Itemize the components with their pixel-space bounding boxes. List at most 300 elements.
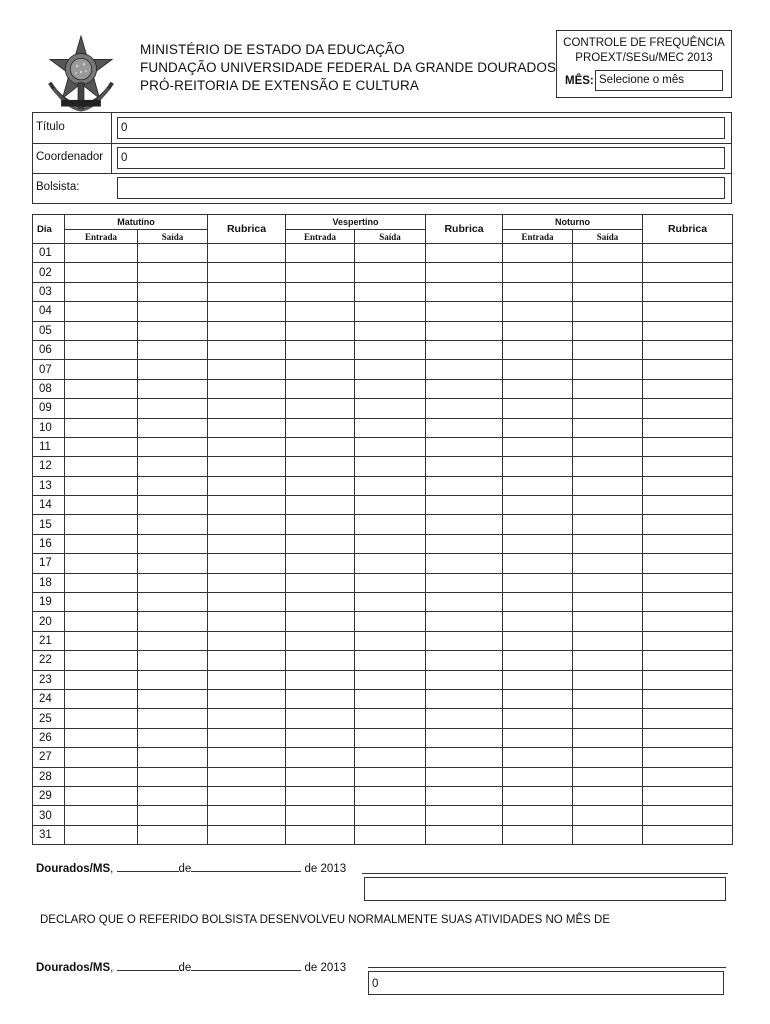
attendance-cell[interactable] [208,689,286,708]
attendance-cell[interactable] [208,651,286,670]
attendance-cell[interactable] [65,302,138,321]
attendance-cell[interactable] [426,282,503,301]
attendance-cell[interactable] [573,612,643,631]
attendance-cell[interactable] [138,806,208,825]
attendance-cell[interactable] [355,748,426,767]
attendance-cell[interactable] [503,786,573,805]
attendance-cell[interactable] [138,554,208,573]
attendance-cell[interactable] [573,670,643,689]
attendance-cell[interactable] [355,573,426,592]
coordenador-field[interactable]: 0 [117,147,725,169]
attendance-cell[interactable] [286,786,355,805]
attendance-cell[interactable] [286,554,355,573]
attendance-cell[interactable] [426,399,503,418]
signature-field-2[interactable]: 0 [368,971,724,995]
attendance-cell[interactable] [426,360,503,379]
attendance-cell[interactable] [503,282,573,301]
attendance-cell[interactable] [138,379,208,398]
attendance-cell[interactable] [426,689,503,708]
attendance-cell[interactable] [503,437,573,456]
attendance-cell[interactable] [426,321,503,340]
attendance-cell[interactable] [138,476,208,495]
attendance-cell[interactable] [138,670,208,689]
attendance-cell[interactable] [573,689,643,708]
info-block [32,112,732,204]
attendance-cell[interactable] [286,767,355,786]
day-blank[interactable] [117,861,179,872]
attendance-cell[interactable] [138,593,208,612]
attendance-cell[interactable] [355,282,426,301]
attendance-cell[interactable] [643,825,733,844]
attendance-cell[interactable] [573,457,643,476]
attendance-cell[interactable] [355,263,426,282]
attendance-cell[interactable] [138,631,208,650]
attendance-cell[interactable] [286,476,355,495]
attendance-cell[interactable] [65,593,138,612]
attendance-cell[interactable] [573,515,643,534]
attendance-cell[interactable] [643,573,733,592]
attendance-cell[interactable] [208,670,286,689]
attendance-cell[interactable] [573,244,643,263]
attendance-cell[interactable] [573,748,643,767]
attendance-cell[interactable] [138,515,208,534]
attendance-cell[interactable] [65,437,138,456]
attendance-cell[interactable] [426,670,503,689]
attendance-cell[interactable] [503,554,573,573]
attendance-cell[interactable] [643,399,733,418]
attendance-cell[interactable] [355,360,426,379]
attendance-cell[interactable] [426,806,503,825]
attendance-cell[interactable] [643,360,733,379]
attendance-cell[interactable] [208,340,286,359]
attendance-cell[interactable] [426,767,503,786]
attendance-cell[interactable] [208,786,286,805]
attendance-cell[interactable] [208,418,286,437]
attendance-cell[interactable] [503,709,573,728]
attendance-cell[interactable] [65,496,138,515]
table-row [33,360,733,379]
attendance-cell[interactable] [286,399,355,418]
attendance-cell[interactable] [426,340,503,359]
day-blank[interactable] [117,960,179,971]
attendance-cell[interactable] [138,573,208,592]
attendance-cell[interactable] [208,748,286,767]
attendance-cell[interactable] [208,360,286,379]
attendance-cell[interactable] [286,340,355,359]
attendance-cell[interactable] [208,593,286,612]
attendance-cell[interactable] [355,631,426,650]
control-subtitle: PROEXT/SESu/MEC 2013 [575,52,713,64]
attendance-cell[interactable] [138,399,208,418]
attendance-cell[interactable] [138,321,208,340]
attendance-cell[interactable] [355,728,426,747]
attendance-cell[interactable] [286,728,355,747]
attendance-cell[interactable] [65,689,138,708]
attendance-cell[interactable] [355,825,426,844]
bolsista-field[interactable] [117,177,725,199]
month-blank[interactable] [191,960,301,971]
attendance-cell[interactable] [65,457,138,476]
attendance-cell[interactable] [286,379,355,398]
attendance-cell[interactable] [208,825,286,844]
attendance-cell[interactable] [503,573,573,592]
attendance-cell[interactable] [503,806,573,825]
attendance-cell[interactable] [426,515,503,534]
attendance-cell[interactable] [503,476,573,495]
attendance-cell[interactable] [65,728,138,747]
attendance-cell[interactable] [65,418,138,437]
attendance-cell[interactable] [573,806,643,825]
noturno-header: Noturno [503,215,643,230]
attendance-cell[interactable] [503,457,573,476]
attendance-cell[interactable] [138,437,208,456]
attendance-cell[interactable] [426,263,503,282]
attendance-cell[interactable] [503,496,573,515]
attendance-cell[interactable] [643,689,733,708]
attendance-cell[interactable] [138,244,208,263]
attendance-cell[interactable] [65,244,138,263]
attendance-cell[interactable] [208,457,286,476]
attendance-cell[interactable] [503,418,573,437]
attendance-cell[interactable] [355,767,426,786]
attendance-cell[interactable] [286,515,355,534]
attendance-cell[interactable] [286,806,355,825]
attendance-cell[interactable] [573,340,643,359]
attendance-cell[interactable] [286,302,355,321]
attendance-cell[interactable] [426,302,503,321]
attendance-cell[interactable] [286,651,355,670]
attendance-cell[interactable] [138,534,208,553]
day-number: 02 [33,263,65,282]
attendance-cell[interactable] [65,554,138,573]
attendance-cell[interactable] [65,340,138,359]
attendance-cell[interactable] [643,340,733,359]
attendance-cell[interactable] [573,379,643,398]
attendance-cell[interactable] [355,496,426,515]
attendance-cell[interactable] [426,709,503,728]
attendance-cell[interactable] [503,302,573,321]
attendance-cell[interactable] [208,767,286,786]
attendance-cell[interactable] [503,612,573,631]
attendance-cell[interactable] [286,670,355,689]
attendance-cell[interactable] [426,496,503,515]
attendance-cell[interactable] [286,709,355,728]
attendance-cell[interactable] [286,825,355,844]
attendance-cell[interactable] [426,418,503,437]
attendance-cell[interactable] [643,767,733,786]
attendance-cell[interactable] [208,476,286,495]
attendance-cell[interactable] [503,593,573,612]
attendance-cell[interactable] [138,825,208,844]
day-number: 30 [33,806,65,825]
attendance-cell[interactable] [208,709,286,728]
attendance-cell[interactable] [643,554,733,573]
attendance-cell[interactable] [503,360,573,379]
attendance-cell[interactable] [208,631,286,650]
attendance-cell[interactable] [355,593,426,612]
attendance-cell[interactable] [208,515,286,534]
attendance-cell[interactable] [643,457,733,476]
attendance-cell[interactable] [65,806,138,825]
attendance-cell[interactable] [426,786,503,805]
attendance-cell[interactable] [426,573,503,592]
table-row [33,651,733,670]
attendance-cell[interactable] [643,321,733,340]
attendance-cell[interactable] [426,593,503,612]
attendance-cell[interactable] [355,244,426,263]
attendance-cell[interactable] [426,534,503,553]
attendance-cell[interactable] [573,573,643,592]
attendance-cell[interactable] [286,457,355,476]
attendance-cell[interactable] [208,321,286,340]
signature-field-1[interactable] [364,877,726,901]
attendance-cell[interactable] [573,476,643,495]
attendance-cell[interactable] [208,806,286,825]
attendance-cell[interactable] [503,631,573,650]
attendance-cell[interactable] [643,631,733,650]
attendance-cell[interactable] [573,399,643,418]
declaration-text: DECLARO QUE O REFERIDO BOLSISTA DESENVOLVEU NORMALMENTE SUAS ATIVIDADES NO MÊS DE [40,914,611,926]
attendance-cell[interactable] [503,689,573,708]
attendance-cell[interactable] [208,496,286,515]
attendance-cell[interactable] [355,709,426,728]
attendance-cell[interactable] [138,360,208,379]
attendance-cell[interactable] [573,825,643,844]
attendance-cell[interactable] [573,321,643,340]
attendance-cell[interactable] [426,825,503,844]
attendance-cell[interactable] [426,728,503,747]
attendance-cell[interactable] [65,767,138,786]
attendance-cell[interactable] [138,689,208,708]
attendance-cell[interactable] [573,302,643,321]
attendance-cell[interactable] [138,302,208,321]
attendance-cell[interactable] [643,806,733,825]
attendance-cell[interactable] [426,379,503,398]
attendance-cell[interactable] [65,515,138,534]
attendance-cell[interactable] [286,263,355,282]
attendance-cell[interactable] [286,496,355,515]
attendance-cell[interactable] [643,786,733,805]
attendance-cell[interactable] [138,709,208,728]
attendance-cell[interactable] [138,340,208,359]
attendance-cell[interactable] [503,728,573,747]
attendance-cell[interactable] [573,767,643,786]
attendance-cell[interactable] [65,612,138,631]
attendance-cell[interactable] [573,631,643,650]
attendance-cell[interactable] [286,360,355,379]
attendance-cell[interactable] [65,709,138,728]
attendance-cell[interactable] [138,418,208,437]
attendance-cell[interactable] [503,399,573,418]
attendance-cell[interactable] [573,437,643,456]
year-label: de 2013 [304,962,347,974]
attendance-cell[interactable] [65,282,138,301]
attendance-cell[interactable] [286,437,355,456]
attendance-cell[interactable] [286,418,355,437]
attendance-cell[interactable] [65,476,138,495]
attendance-cell[interactable] [643,244,733,263]
attendance-cell[interactable] [503,534,573,553]
attendance-cell[interactable] [355,689,426,708]
attendance-cell[interactable] [643,612,733,631]
attendance-cell[interactable] [208,554,286,573]
attendance-cell[interactable] [503,670,573,689]
attendance-cell[interactable] [65,263,138,282]
attendance-cell[interactable] [286,748,355,767]
attendance-cell[interactable] [208,379,286,398]
attendance-cell[interactable] [65,786,138,805]
attendance-cell[interactable] [573,554,643,573]
attendance-cell[interactable] [643,379,733,398]
attendance-cell[interactable] [503,515,573,534]
attendance-cell[interactable] [573,651,643,670]
attendance-cell[interactable] [138,748,208,767]
attendance-cell[interactable] [65,379,138,398]
attendance-cell[interactable] [65,573,138,592]
attendance-cell[interactable] [138,496,208,515]
attendance-cell[interactable] [286,573,355,592]
attendance-cell[interactable] [426,612,503,631]
attendance-cell[interactable] [643,534,733,553]
attendance-cell[interactable] [426,437,503,456]
attendance-cell[interactable] [426,457,503,476]
attendance-cell[interactable] [503,340,573,359]
attendance-cell[interactable] [138,651,208,670]
attendance-cell[interactable] [65,360,138,379]
attendance-cell[interactable] [643,302,733,321]
attendance-cell[interactable] [355,534,426,553]
attendance-cell[interactable] [355,457,426,476]
month-blank[interactable] [191,861,301,872]
attendance-cell[interactable] [138,263,208,282]
month-select[interactable]: Selecione o mês [595,70,723,91]
attendance-cell[interactable] [65,670,138,689]
attendance-cell[interactable] [573,263,643,282]
attendance-cell[interactable] [643,709,733,728]
attendance-cell[interactable] [355,670,426,689]
attendance-cell[interactable] [643,515,733,534]
attendance-cell[interactable] [573,593,643,612]
attendance-cell[interactable] [355,806,426,825]
attendance-cell[interactable] [208,244,286,263]
attendance-cell[interactable] [208,534,286,553]
attendance-cell[interactable] [355,612,426,631]
bolsista-row [33,173,731,203]
attendance-cell[interactable] [503,767,573,786]
attendance-cell[interactable] [643,748,733,767]
attendance-cell[interactable] [355,340,426,359]
attendance-cell[interactable] [643,496,733,515]
attendance-cell[interactable] [503,651,573,670]
attendance-cell[interactable] [65,631,138,650]
attendance-cell[interactable] [65,534,138,553]
attendance-cell[interactable] [138,457,208,476]
attendance-cell[interactable] [503,263,573,282]
attendance-cell[interactable] [355,515,426,534]
attendance-cell[interactable] [286,282,355,301]
attendance-cell[interactable] [138,767,208,786]
attendance-cell[interactable] [643,282,733,301]
attendance-cell[interactable] [426,748,503,767]
attendance-cell[interactable] [65,399,138,418]
attendance-cell[interactable] [138,282,208,301]
attendance-cell[interactable] [355,786,426,805]
attendance-cell[interactable] [65,825,138,844]
attendance-cell[interactable] [208,399,286,418]
attendance-cell[interactable] [643,651,733,670]
attendance-cell[interactable] [503,748,573,767]
attendance-cell[interactable] [643,437,733,456]
attendance-cell[interactable] [286,244,355,263]
attendance-cell[interactable] [355,437,426,456]
attendance-cell[interactable] [573,282,643,301]
attendance-cell[interactable] [65,321,138,340]
attendance-cell[interactable] [286,631,355,650]
attendance-cell[interactable] [426,554,503,573]
attendance-cell[interactable] [355,476,426,495]
attendance-cell[interactable] [573,418,643,437]
attendance-cell[interactable] [573,728,643,747]
attendance-cell[interactable] [426,651,503,670]
attendance-cell[interactable] [643,476,733,495]
attendance-cell[interactable] [573,709,643,728]
attendance-cell[interactable] [355,418,426,437]
attendance-cell[interactable] [355,321,426,340]
attendance-cell[interactable] [208,728,286,747]
attendance-cell[interactable] [208,573,286,592]
table-row [33,534,733,553]
attendance-cell[interactable] [643,593,733,612]
attendance-cell[interactable] [643,263,733,282]
attendance-cell[interactable] [208,263,286,282]
attendance-cell[interactable] [355,379,426,398]
attendance-cell[interactable] [643,418,733,437]
attendance-cell[interactable] [286,321,355,340]
attendance-cell[interactable] [426,244,503,263]
attendance-cell[interactable] [138,786,208,805]
attendance-cell[interactable] [355,554,426,573]
attendance-cell[interactable] [65,748,138,767]
attendance-cell[interactable] [286,593,355,612]
attendance-cell[interactable] [65,651,138,670]
attendance-cell[interactable] [286,612,355,631]
attendance-cell[interactable] [208,302,286,321]
titulo-field[interactable]: 0 [117,117,725,139]
attendance-cell[interactable] [138,612,208,631]
attendance-cell[interactable] [573,534,643,553]
attendance-cell[interactable] [355,651,426,670]
attendance-cell[interactable] [573,360,643,379]
attendance-cell[interactable] [355,302,426,321]
attendance-cell[interactable] [503,321,573,340]
attendance-cell[interactable] [208,437,286,456]
attendance-cell[interactable] [643,728,733,747]
attendance-cell[interactable] [286,689,355,708]
attendance-cell[interactable] [573,496,643,515]
attendance-cell[interactable] [208,612,286,631]
attendance-cell[interactable] [426,631,503,650]
attendance-cell[interactable] [355,399,426,418]
attendance-cell[interactable] [426,476,503,495]
attendance-cell[interactable] [503,825,573,844]
attendance-cell[interactable] [643,670,733,689]
attendance-cell[interactable] [208,282,286,301]
attendance-cell[interactable] [503,244,573,263]
attendance-cell[interactable] [573,786,643,805]
attendance-cell[interactable] [138,728,208,747]
attendance-cell[interactable] [503,379,573,398]
attendance-cell[interactable] [286,534,355,553]
